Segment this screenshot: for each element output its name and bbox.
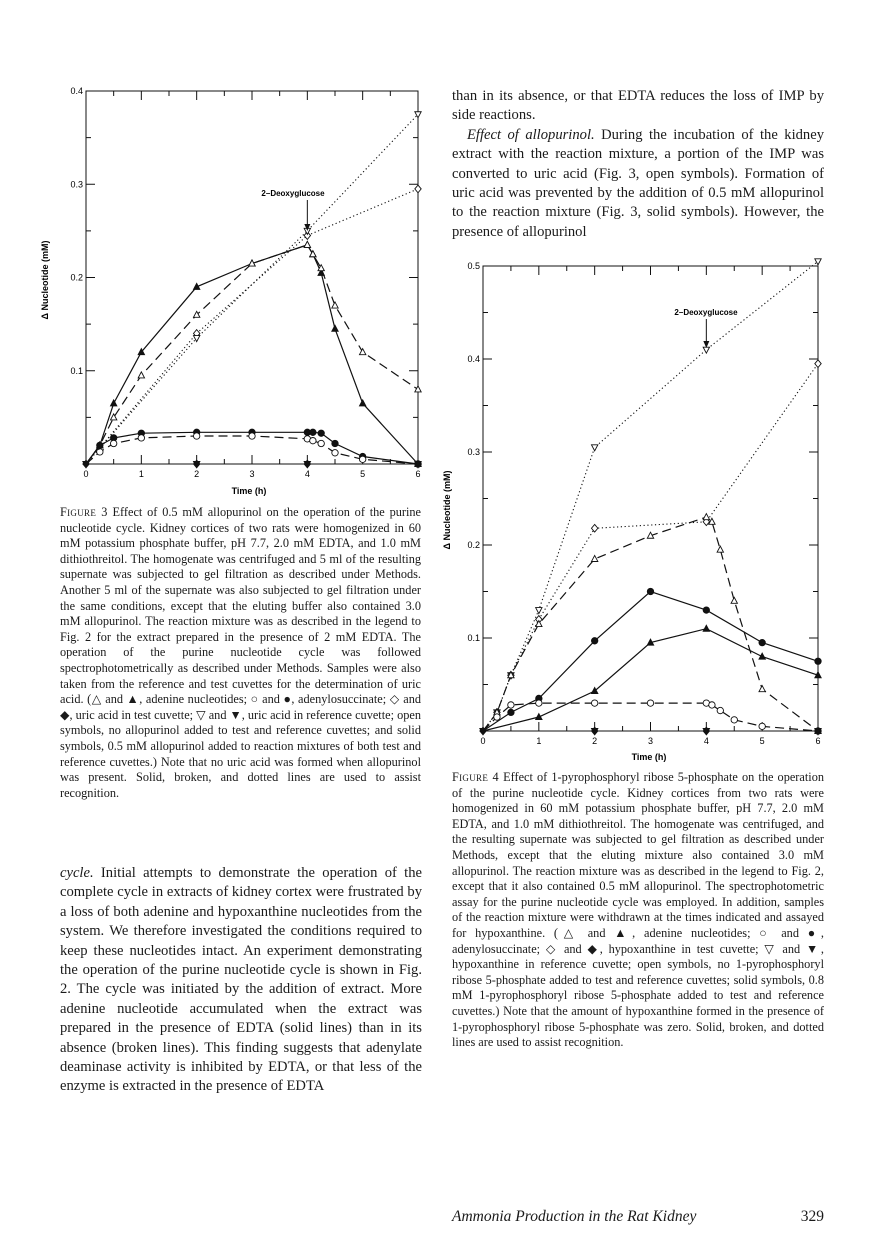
fig4-series-0-point [591,445,597,451]
running-title: Ammonia Production in the Rat Kidney [452,1208,697,1225]
fig4-series-0-point [815,259,821,265]
fig3-y-tick-label: 0.2 [70,272,83,283]
fig3-series-3-point [138,435,144,441]
left-column-text [60,864,422,1097]
fig3-x-tick-label: 4 [304,469,310,479]
figure-3-caption [60,505,421,801]
fig4-series-2-point [759,686,765,692]
fig4-series-3-point [508,709,514,715]
fig4-series-5-point [536,700,542,706]
fig3-series-1-point [304,241,310,247]
fig4-series-3-point [591,638,597,644]
fig4-series-1-point [815,360,821,368]
fig3-x-tick-label: 1 [138,469,144,479]
page-number: 329 [800,1208,824,1225]
figure-4-caption-text: Effect of 1-pyrophosphoryl ribose 5-phosphate on the operation of the purine nucleotide cycle. Kidney cortices from two rats were homogenized in 60 mM potassium phosphate buffer, pH 7.7, 2.0 mM EDTA, and 1.0 mM dithiothreitol. The homogenate was centrifuged, and the resulting supernate was subjected to gel filtration as described under Methods, except that the eluting mixture also contained 3.0 mM allopurinol. The reaction mixture was as described in the legend to Fig. 2, except that it also contained 0.5 mM allopurinol. The spectrophotometric assay for the purine nucleotide cycle was employed. In addition, samples of the reaction mixture were withdrawn at the times indicated and assayed for hypoxanthine. (△ and ▲, adenine nucleotides; ○ and ●, adenylosuccinate; ◇ and ◆, hypoxanthine in test cuvette; ▽ and ▼, hypoxanthine in reference cuvette; open symbols, no 1-pyrophosphoryl ribose 5-phosphate added to test and reference cuvettes; solid symbols, 0.8 mM 1-pyrophosphoryl ribose 5-phosphate added to test and reference cuvettes.) Note that the amount of hypoxanthine formed in the presence of 1-pyrophosphoryl ribose 5-phosphate was zero. Solid, broken, and dotted lines are used to assist recognition. [452,770,824,1050]
fig4-series-4-point [815,672,821,678]
fig3-plot-frame [86,91,418,464]
fig4-x-tick-label: 5 [759,736,765,746]
fig4-series-3-point [759,639,765,645]
fig3-series-3-point [332,450,338,456]
fig3-y-tick-label: 0.3 [70,179,83,190]
fig4-annotation: 2–Deoxyglucose [674,308,738,317]
figure-4-caption-label: Figure 4 [452,770,499,784]
fig4-series-4-point [536,714,542,720]
fig4-series-2-point [815,727,821,733]
fig4-series-5-point [759,723,765,729]
fig3-y-tick-label: 0.4 [70,86,83,96]
fig4-x-tick-label: 3 [647,736,654,746]
right-column-text [452,87,824,242]
fig4-series-4-point [703,625,709,631]
fig4-series-4-point [647,639,653,645]
fig4-y-tick-label: 0.3 [467,447,480,457]
fig3-x-axis-label: Time (h) [231,486,267,496]
fig4-series-2-point [703,514,709,520]
fig4-series-2-point [508,672,514,678]
fig4-y-tick-label: 0.5 [467,261,480,271]
fig3-y-axis-label: Δ Nucleotide (mM) [40,240,50,320]
fig3-series-3-point [97,449,103,455]
fig4-series-3-point [536,695,542,701]
fig4-x-tick-label: 6 [815,736,821,746]
fig4-series-2-point [717,546,723,552]
fig4-series-4-point [591,687,597,693]
fig4-series-5-line [483,703,818,731]
fig4-annotation-arrowhead [703,341,709,348]
fig4-series-6-point [591,727,597,735]
fig4-series-2-line [483,517,818,731]
fig3-series-2-point [332,440,338,446]
fig4-y-tick-label: 0.1 [467,633,480,643]
fig4-x-tick-label: 0 [480,736,486,746]
figure-3-chart [0,0,440,500]
fig4-series-2-point [591,555,597,561]
fig3-series-0-point [110,400,116,406]
fig4-series-2-point [731,597,737,603]
figure-4-caption [452,770,824,1051]
fig3-series-2-point [310,429,316,435]
fig3-x-tick-label: 5 [360,469,366,479]
fig4-x-tick-label: 1 [536,736,542,746]
fig4-series-0-point [508,673,514,679]
fig4-y-tick-label: 0.2 [467,540,480,550]
fig4-series-1-line [483,364,818,731]
fig4-series-5-point [508,702,514,708]
fig3-annotation: 2–Deoxyglucose [261,189,325,198]
fig3-series-3-point [193,433,199,439]
fig4-series-0-point [494,710,500,716]
fig4-series-2-point [647,532,653,538]
fig4-series-1-point [508,671,514,679]
fig4-series-1-point [494,709,500,717]
fig4-series-4-point [759,653,765,659]
fig3-series-0-point [332,325,338,331]
fig4-y-axis-label: Δ Nucleotide (mM) [442,470,452,550]
page-footer [452,1208,824,1226]
figure-3-caption-label: Figure 3 [60,505,108,519]
right-paragraph-1: than in its absence, or that EDTA reduces the loss of IMP by side reactions. [452,88,824,124]
fig4-series-1-point [536,616,542,624]
fig4-series-0-line [483,261,818,731]
fig3-series-3-point [359,456,365,462]
fig4-series-5-point [703,700,709,706]
fig4-series-5-point [494,714,500,720]
fig4-x-tick-label: 2 [592,736,598,746]
fig3-x-tick-label: 0 [83,469,89,479]
fig3-series-1-point [415,386,421,392]
fig4-plot-frame [483,266,818,731]
right-paragraph-2: During the incubation of the kidney extract with the reaction mixture, a portion of the IMP was converted to uric acid (Fig. 3, open symbols). Formation of uric acid was prevented by the addition of 0.5 mM allopurinol to the reaction mixture (Fig. 3, solid symbols). However, the presence of allopurinol [452,126,825,240]
fig4-series-6-point [480,727,486,735]
fig4-series-4-line [483,629,818,731]
fig3-series-2-point [97,442,103,448]
fig4-x-tick-label: 4 [703,736,709,746]
fig3-series-1-point [359,349,365,355]
fig3-y-tick-label: 0.1 [70,365,83,376]
fig3-series-2-point [318,430,324,436]
fig3-series-4-point [415,185,421,193]
fig4-series-3-point [647,588,653,594]
fig4-series-0-point [703,347,709,353]
fig3-series-1-point [138,372,144,378]
fig3-x-tick-label: 6 [415,469,421,479]
fig3-series-0-point [359,400,365,406]
fig4-series-5-point [591,700,597,706]
fig4-series-7-point [815,728,821,734]
fig4-y-tick-label: 0.4 [467,354,480,364]
fig3-x-tick-label: 2 [194,469,200,479]
figure-3-caption-text: Effect of 0.5 mM allopurinol on the operation of the purine nucleotide cycle. Kidney cortices of two rats were homogenized in 60 mM potassium phosphate buffer, pH 7.7, 2.0 mM EDTA, and 1.0 mM dithiothreitol. The homogenate was centrifuged and 5 ml of the resulting supernate was subjected to gel filtration as described under Methods. Another 5 ml of the supernate was also subjected to gel filtration under the same conditions, except that the eluting buffer also contained 3.0 mM allopurinol. The reaction mixture was as described in the legend to Fig. 2 for the extract prepared in the presence of 2 mM EDTA. The operation of the purine nucleotide cycle was followed spectrophotometrically as described under Methods. Samples were also taken from the reference and test cuvettes for the determination of uric acid. (△ and ▲, adenine nucleotides; ○ and ●, adenylosuccinate; ◇ and ◆, uric acid in test cuvette; ▽ and ▼, uric acid in reference cuvette; open symbols, no allopurinol added to test and reference cuvettes; and solid symbols, 0.5 mM allopurinol added to reaction mixtures of both test and reference cuvettes.) Note that no uric acid was formed when allopurinol was present. Solid, broken, and dotted lines are used to assist recognition. [60,505,421,800]
fig4-series-2-point [709,518,715,524]
fig4-x-axis-label: Time (h) [631,752,667,762]
fig4-series-0-point [536,608,542,614]
fig4-series-3-point [703,607,709,613]
fig4-series-7-point [703,728,709,734]
fig4-series-3-line [483,592,818,732]
fig3-series-3-point [310,437,316,443]
fig3-x-tick-label: 3 [249,469,255,479]
fig3-series-3-point [110,440,116,446]
section-heading-allopurinol: Effect of allopurinol. [467,126,595,143]
fig4-series-5-point [815,728,821,734]
fig4-series-2-point [494,709,500,715]
fig3-series-1-point [332,302,338,308]
fig4-series-7-point [591,728,597,734]
fig4-series-6-point [815,727,821,735]
fig4-series-3-point [815,658,821,664]
fig3-series-4-line [86,189,418,464]
fig4-series-5-point [731,717,737,723]
left-text-body: Initial attempts to demonstrate the operation of the complete cycle in extracts of kidney cortex were frustrated by a loss of both adenine and hypoxanthine nucleotides from the system. We therefore investigated the conditions required to keep these nucleotides intact. An experiment demonstrating the operation of the purine nucleotide cycle is shown in Fig. 2. The cycle was initiated by the addition of extract. More adenine nucleotide accumulated when the extract was prepared in the presence of EDTA (solid lines) than in its absence (broken lines). This finding suggests that adenylate deaminase activity is inhibited by EDTA, or that less of the enzyme is extracted in the presence of EDTA [60,865,422,1095]
fig4-series-5-point [647,700,653,706]
fig3-series-5-line [86,114,418,464]
fig4-series-5-point [709,702,715,708]
fig4-series-1-point [591,524,597,532]
fig4-series-6-point [703,727,709,735]
fig4-series-1-point [703,518,709,526]
fig4-series-7-point [480,728,486,734]
fig4-series-5-point [717,707,723,713]
left-text-lead: cycle. [60,865,94,881]
fig4-series-2-point [536,621,542,627]
fig3-series-3-point [318,440,324,446]
fig3-series-3-point [249,433,255,439]
